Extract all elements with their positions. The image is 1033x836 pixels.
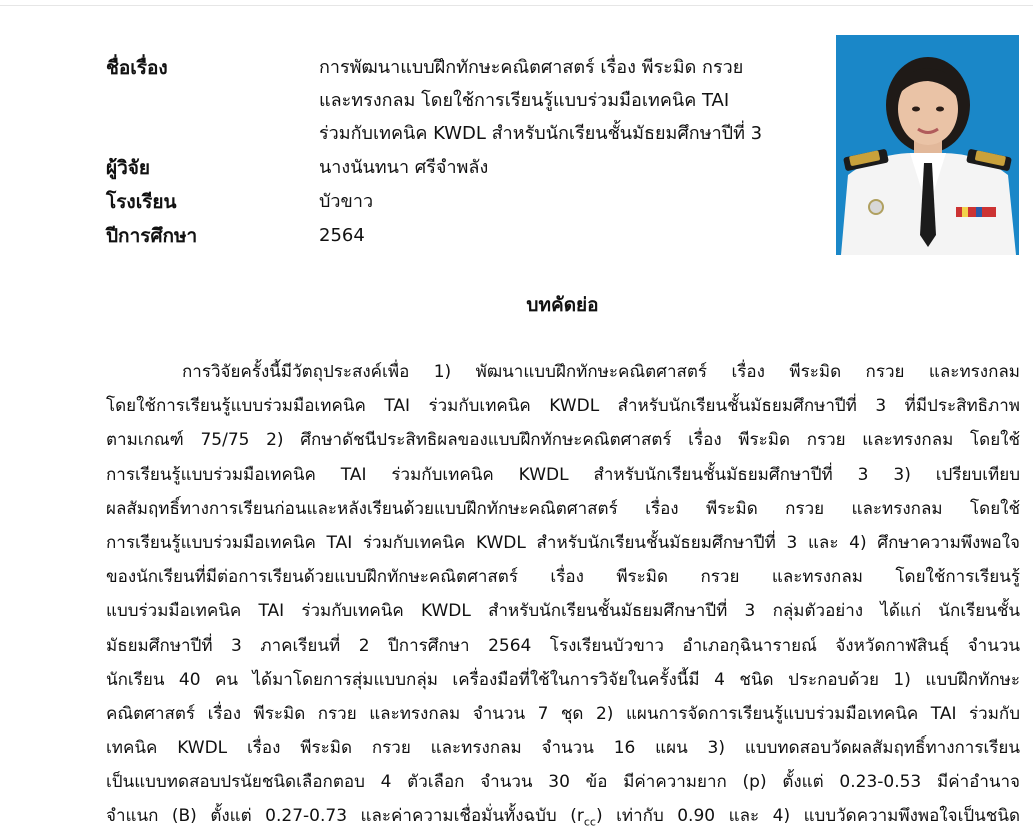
title-label: ชื่อเรื่อง	[106, 57, 168, 79]
reliability-subscript: cc	[583, 815, 596, 829]
abstract-line: ตามเกณฑ์ 75/75 2) ศึกษาดัชนีประสิทธิผลของแบบฝึกทักษะคณิตศาสตร์ เรื่อง พีระมิด กรวย และทรงกลม โดยใช้	[106, 430, 1020, 451]
title-line: การพัฒนาแบบฝึกทักษะคณิตศาสตร์ เรื่อง พีระมิด กรวย	[319, 57, 744, 78]
top-divider	[0, 5, 1033, 6]
year-value: 2564	[319, 225, 365, 246]
abstract-heading: บทคัดย่อ	[526, 294, 599, 316]
abstract-line: แบบร่วมมือเทคนิค TAI ร่วมกับเทคนิค KWDL สำหรับนักเรียนชั้นมัธยมศึกษาปีที่ 3 กลุ่มตัวอย่าง ได้แก่ นักเรียนชั้น	[106, 601, 1020, 622]
abstract-line: เป็นแบบทดสอบปรนัยชนิดเลือกตอบ 4 ตัวเลือก จำนวน 30 ข้อ มีค่าความยาก (p) ตั้งแต่ 0.23-0.53 มีค่าอำนาจ	[106, 772, 1020, 793]
title-value	[319, 51, 799, 150]
school-label: โรงเรียน	[106, 191, 177, 213]
abstract-line: เทคนิค KWDL เรื่อง พีระมิด กรวย และทรงกลม จำนวน 16 แผน 3) แบบทดสอบวัดผลสัมฤทธิ์ทางการเรียน	[106, 738, 1020, 759]
portrait-illustration	[836, 35, 1019, 255]
abstract-text: จำแนก (B) ตั้งแต่ 0.27-0.73 และค่าความเชื่อมั่นทั้งฉบับ (r	[106, 806, 584, 827]
abstract-line: คณิตศาสตร์ เรื่อง พีระมิด กรวย และทรงกลม จำนวน 7 ชุด 2) แผนการจัดการเรียนรู้แบบร่วมมือเทคนิค TAI ร่วมกับ	[106, 703, 1020, 724]
abstract-text: ) เท่ากับ 0.90 และ 4) แบบวัดความพึงพอใจเป็นชนิด	[595, 806, 1020, 827]
abstract-line: ของนักเรียนที่มีต่อการเรียนด้วยแบบฝึกทักษะคณิตศาสตร์ เรื่อง พีระมิด กรวย และทรงกลม โดยใช้การเรียนรู้	[106, 567, 1020, 588]
title-line: ร่วมกับเทคนิค KWDL สำหรับนักเรียนชั้นมัธยมศึกษาปีที่ 3	[319, 123, 763, 144]
researcher-value: นางนันทนา ศรีจำพลัง	[319, 157, 489, 178]
abstract-line: มัธยมศึกษาปีที่ 3 ภาคเรียนที่ 2 ปีการศึกษา 2564 โรงเรียนบัวขาว อำเภอกุฉินารายณ์ จังหวัดกาฬสินธุ์ จำนวน	[106, 635, 1020, 656]
year-label: ปีการศึกษา	[106, 225, 198, 247]
title-line: และทรงกลม โดยใช้การเรียนรู้แบบร่วมมือเทคนิค TAI	[319, 90, 730, 111]
abstract-line: โดยใช้การเรียนรู้แบบร่วมมือเทคนิค TAI ร่วมกับเทคนิค KWDL สำหรับนักเรียนชั้นมัธยมศึกษาปีที่ 3 ที่มีประสิทธิภาพ	[106, 396, 1020, 417]
abstract-line: การเรียนรู้แบบร่วมมือเทคนิค TAI ร่วมกับเทคนิค KWDL สำหรับนักเรียนชั้นมัธยมศึกษาปีที่ 3 3) เปรียบเทียบ	[106, 464, 1020, 485]
researcher-label: ผู้วิจัย	[106, 157, 151, 179]
abstract-body	[106, 355, 1020, 834]
abstract-line: การวิจัยครั้งนี้มีวัตถุประสงค์เพื่อ 1) พัฒนาแบบฝึกทักษะคณิตศาสตร์ เรื่อง พีระมิด กรวย และทรงกลม	[182, 362, 1020, 382]
researcher-photo	[836, 35, 1019, 255]
abstract-line-last	[106, 799, 1020, 833]
abstract-line: นักเรียน 40 คน ได้มาโดยการสุ่มแบบกลุ่ม เครื่องมือที่ใช้ในการวิจัยในครั้งนี้มี 4 ชนิด ประกอบด้วย 1) แบบฝึกทักษะ	[106, 669, 1020, 690]
abstract-line: ผลสัมฤทธิ์ทางการเรียนก่อนและหลังเรียนด้วยแบบฝึกทักษะคณิตศาสตร์ เรื่อง พีระมิด กรวย และทรงกลม โดยใช้	[106, 498, 1020, 519]
school-value: บัวขาว	[319, 191, 374, 212]
abstract-line: การเรียนรู้แบบร่วมมือเทคนิค TAI ร่วมกับเทคนิค KWDL สำหรับนักเรียนชั้นมัธยมศึกษาปีที่ 3 และ 4) ศึกษาความพึงพอใจ	[106, 532, 1020, 553]
